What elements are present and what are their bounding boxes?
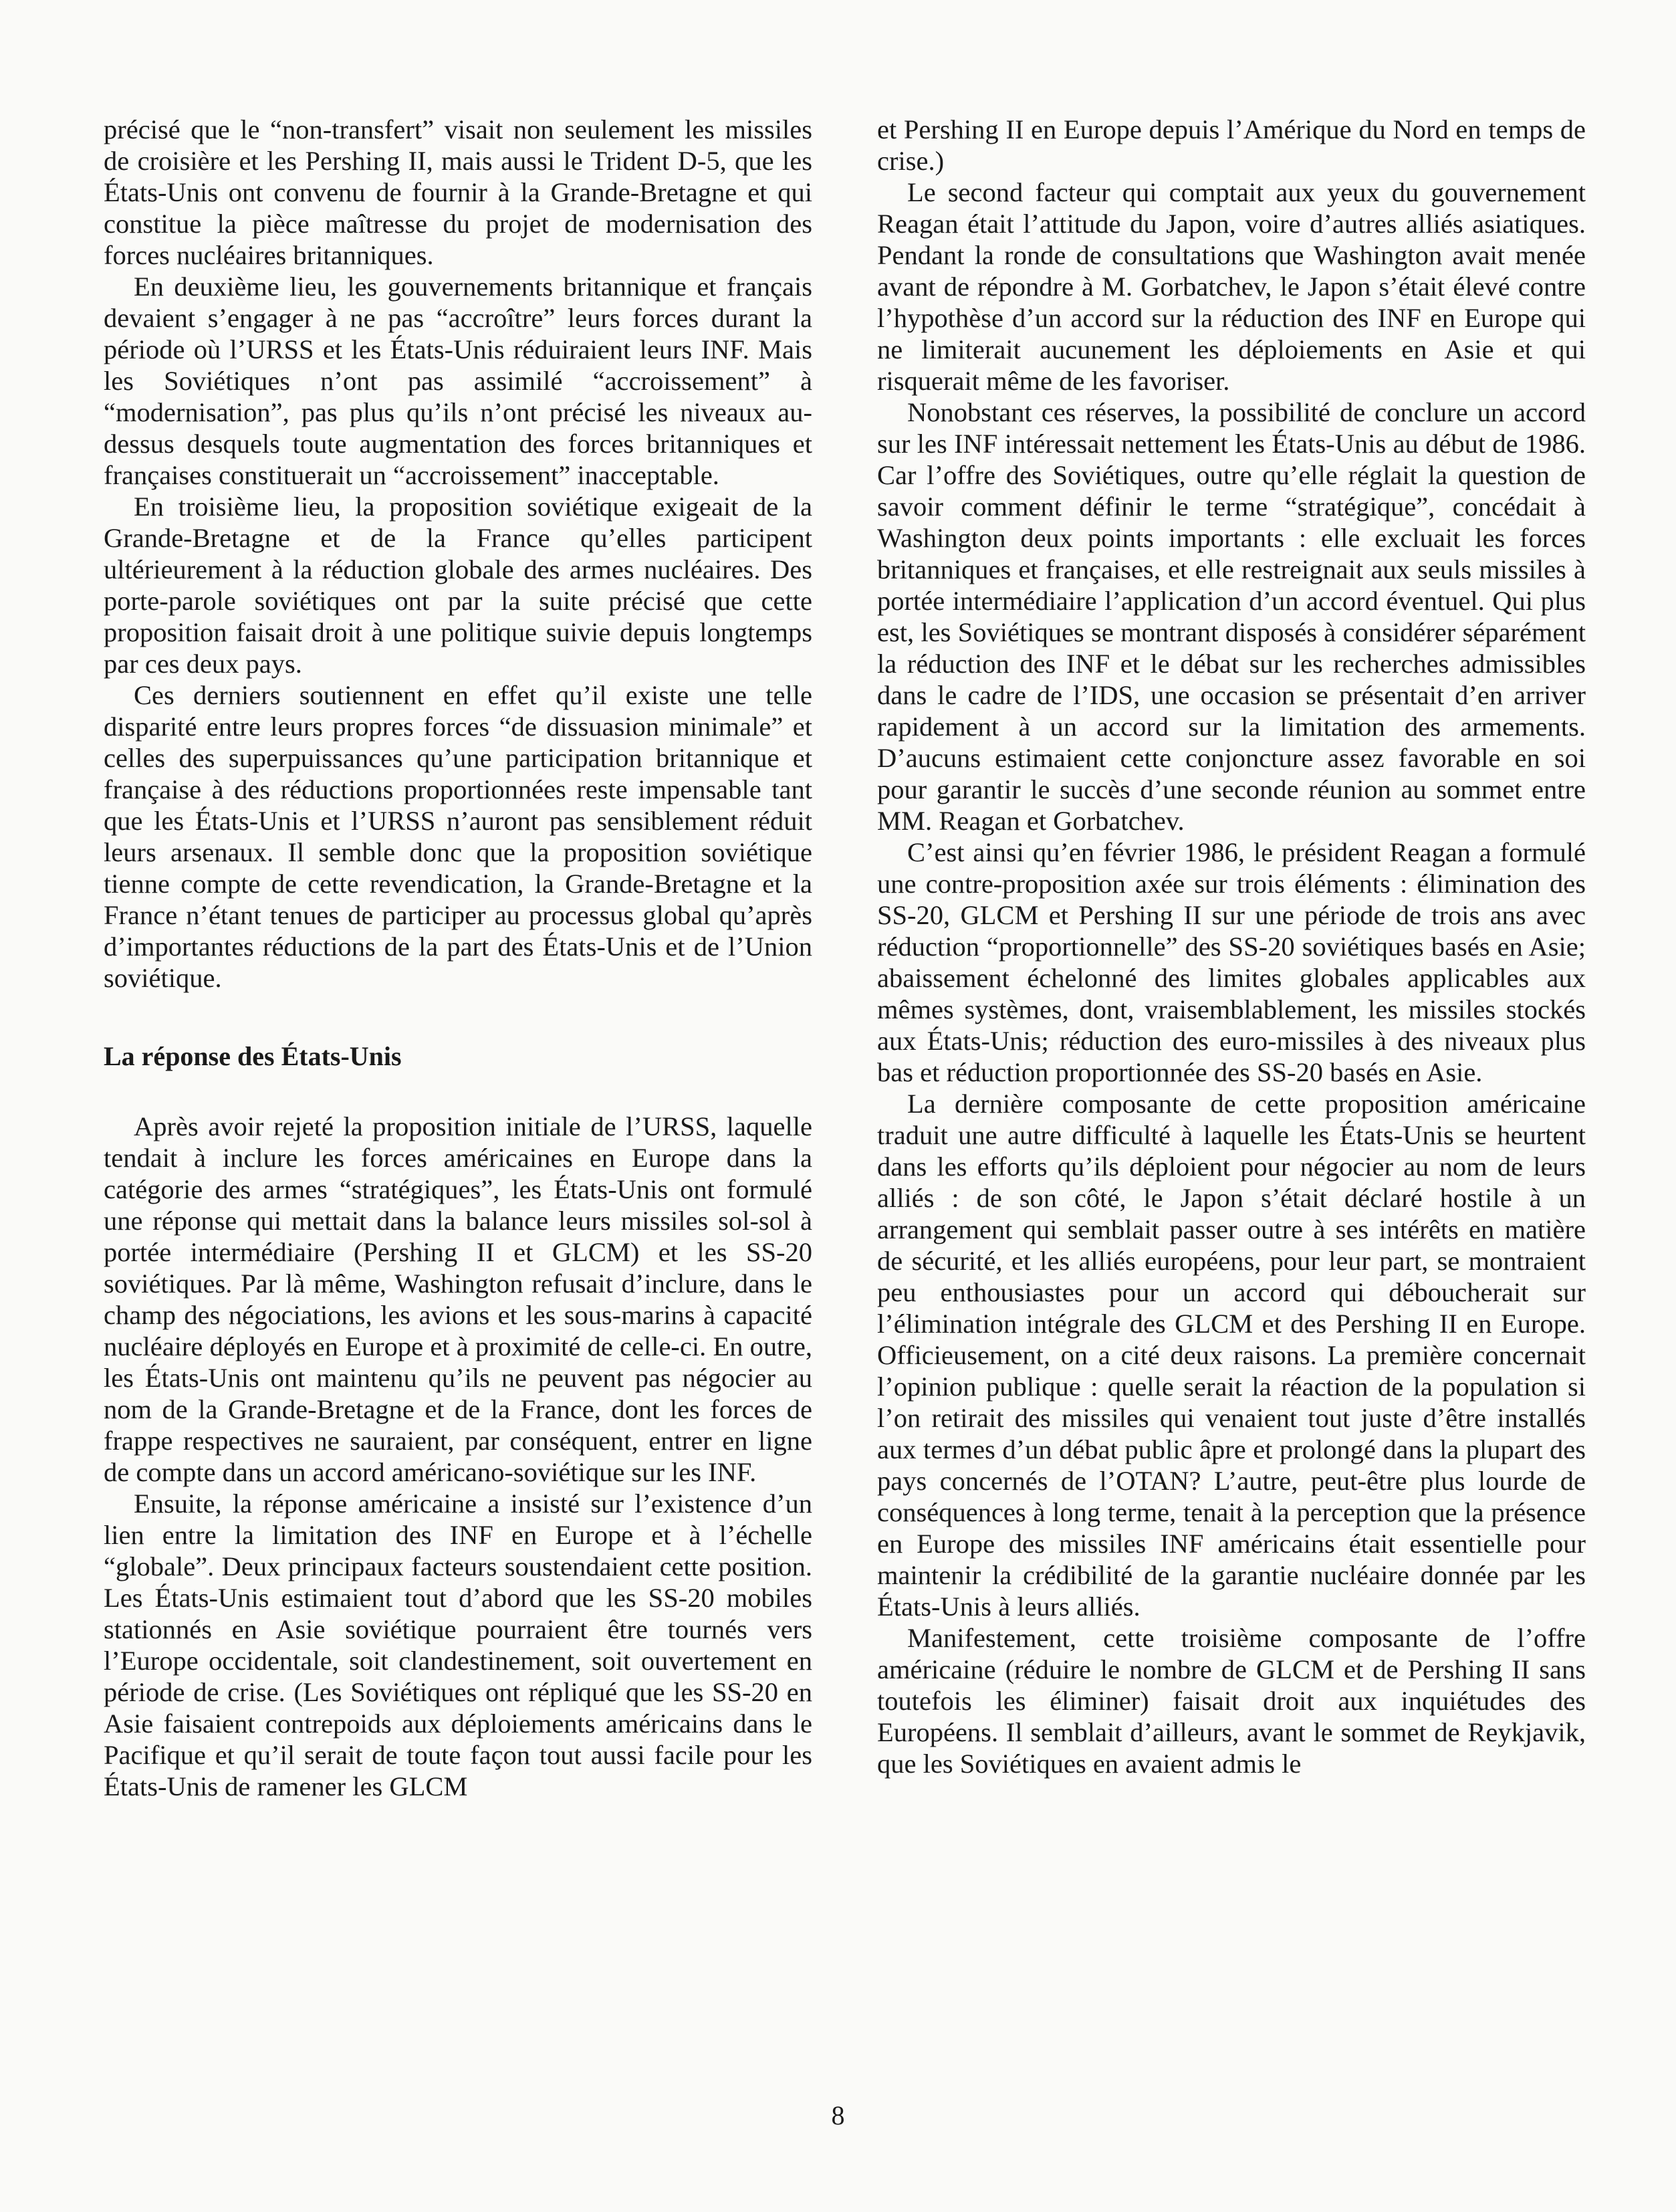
left-column	[104, 114, 812, 1802]
right-column	[877, 114, 1586, 1779]
paragraph: Nonobstant ces réserves, la possibilité de conclure un accord sur les INF intéressait nettement les États-Unis au début de 1986. Car l’offre des Soviétiques, outre qu’elle réglait la question de savoir comment définir le terme “stratégique”, concédait à Washington deux points importants : elle excluait les forces britanniques et françaises, et elle restreignait aux seuls missiles à portée intermédiaire l’application d’un accord éventuel. Qui plus est, les Soviétiques se montrant disposés à considérer séparément la réduction des INF et le débat sur les recherches admissibles dans le cadre de l’IDS, une occasion se présentait d’en arriver rapidement à un accord sur la limitation des armements. D’aucuns estimaient cette conjoncture assez favorable en soi pour garantir le succès d’une seconde réunion au sommet entre MM. Reagan et Gorbatchev.	[877, 397, 1586, 836]
paragraph: Manifestement, cette troisième composante de l’offre américaine (réduire le nombre de GLCM et de Pershing II sans toutefois les éliminer) faisait droit aux inquiétudes des Européens. Il semblait d’ailleurs, avant le sommet de Reykjavik, que les Soviétiques en avaient admis le	[877, 1623, 1586, 1779]
paragraph: En deuxième lieu, les gouvernements britannique et français devaient s’engager à ne pas “accroître” leurs forces durant la période où l’URSS et les États-Unis réduiraient leurs INF. Mais les Soviétiques n’ont pas assimilé “accroissement” à “modernisation”, pas plus qu’ils n’ont précisé les niveaux au-dessus desquels toute augmentation des forces britanniques et françaises constituerait un “accroissement” inacceptable.	[104, 271, 812, 490]
paragraph: Après avoir rejeté la proposition initiale de l’URSS, laquelle tendait à inclure les forces américaines en Europe dans la catégorie des armes “stratégiques”, les États-Unis ont formulé une réponse qui mettait dans la balance leurs missiles sol-sol à portée intermédiaire (Pershing II et GLCM) et les SS-20 soviétiques. Par là même, Washington refusait d’inclure, dans le champ des négociations, les avions et les sous-marins à capacité nucléaire déployés en Europe et à proximité de celle-ci. En outre, les États-Unis ont maintenu qu’ils ne peuvent pas négocier au nom de la Grande-Bretagne et de la France, dont les forces de frappe respectives ne sauraient, par conséquent, entrer en ligne de compte dans un accord américano-soviétique sur les INF.	[104, 1111, 812, 1487]
paragraph: Ces derniers soutiennent en effet qu’il existe une telle disparité entre leurs propres forces “de dissuasion minimale” et celles des superpuissances qu’une participation britannique et française à des réductions proportionnées reste impensable tant que les États-Unis et l’URSS n’auront pas sensiblement réduit leurs arsenaux. Il semble donc que la proposition soviétique tienne compte de cette revendication, la Grande-Bretagne et la France n’étant tenues de participer au processus global qu’après d’importantes réductions de la part des États-Unis et de l’Union soviétique.	[104, 680, 812, 993]
paragraph: Ensuite, la réponse américaine a insisté sur l’existence d’un lien entre la limitation des INF en Europe et à l’échelle “globale”. Deux principaux facteurs soustendaient cette position. Les États-Unis estimaient tout d’abord que les SS-20 mobiles stationnés en Asie soviétique pourraient être tournés vers l’Europe occidentale, soit clandestinement, soit ouvertement en période de crise. (Les Soviétiques ont répliqué que les SS-20 en Asie faisaient contrepoids aux déploiements américains dans le Pacifique et qu’il serait de toute façon tout aussi facile pour les États-Unis de ramener les GLCM	[104, 1488, 812, 1801]
paragraph: La dernière composante de cette proposition américaine traduit une autre difficulté à laquelle les États-Unis se heurtent dans les efforts qu’ils déploient pour négocier au nom de leurs alliés : de son côté, le Japon s’était déclaré hostile à un arrangement qui semblait passer outre à ses intérêts en matière de sécurité, et les alliés européens, pour leur part, se montraient peu enthousiastes pour un accord qui déboucherait sur l’élimination intégrale des GLCM et des Pershing II en Europe. Officieusement, on a cité deux raisons. La première concernait l’opinion publique : quelle serait la réaction de la population si l’on retirait des missiles qui venaient tout juste d’être installés aux termes d’un débat public âpre et prolongé dans la plupart des pays concernés de l’OTAN? L’autre, peut-être plus lourde de conséquences à long terme, tenait à la perception que la présence en Europe des missiles INF américains était essentielle pour maintenir la crédibilité de la garantie nucléaire donnée par les États-Unis à leurs alliés.	[877, 1089, 1586, 1622]
paragraph: En troisième lieu, la proposition soviétique exigeait de la Grande-Bretagne et de la France qu’elles participent ultérieurement à la réduction globale des armes nucléaires. Des porte-parole soviétiques ont par la suite précisé que cette proposition faisait droit à une politique suivie depuis longtemps par ces deux pays.	[104, 491, 812, 679]
paragraph: C’est ainsi qu’en février 1986, le président Reagan a formulé une contre-proposition axée sur trois éléments : élimination des SS-20, GLCM et Pershing II sur une période de trois ans avec réduction “proportionnelle” des SS-20 soviétiques basés en Asie; abaissement échelonné des limites globales applicables aux mêmes systèmes, dont, vraisemblablement, les missiles stockés aux États-Unis; réduction des euro-missiles à des niveaux plus bas et réduction proportionnée des SS-20 basés en Asie.	[877, 837, 1586, 1087]
paragraph: Le second facteur qui comptait aux yeux du gouvernement Reagan était l’attitude du Japon, voire d’autres alliés asiatiques. Pendant la ronde de consultations que Washington avait menée avant de répondre à M. Gorbatchev, le Japon s’était élevé contre l’hypothèse d’un accord sur la réduction des INF en Europe qui ne limiterait aucunement les déploiements en Asie et qui risquerait même de les favoriser.	[877, 177, 1586, 396]
page-number: 8	[831, 2100, 845, 2130]
paragraph: précisé que le “non-transfert” visait non seulement les missiles de croisière et les Pershing II, mais aussi le Trident D-5, que les États-Unis ont convenu de fournir à la Grande-Bretagne et qui constitue la pièce maîtresse du projet de modernisation des forces nucléaires britanniques.	[104, 114, 812, 270]
paragraph: et Pershing II en Europe depuis l’Amérique du Nord en temps de crise.)	[877, 114, 1586, 176]
section-heading: La réponse des États-Unis	[104, 1041, 402, 1071]
